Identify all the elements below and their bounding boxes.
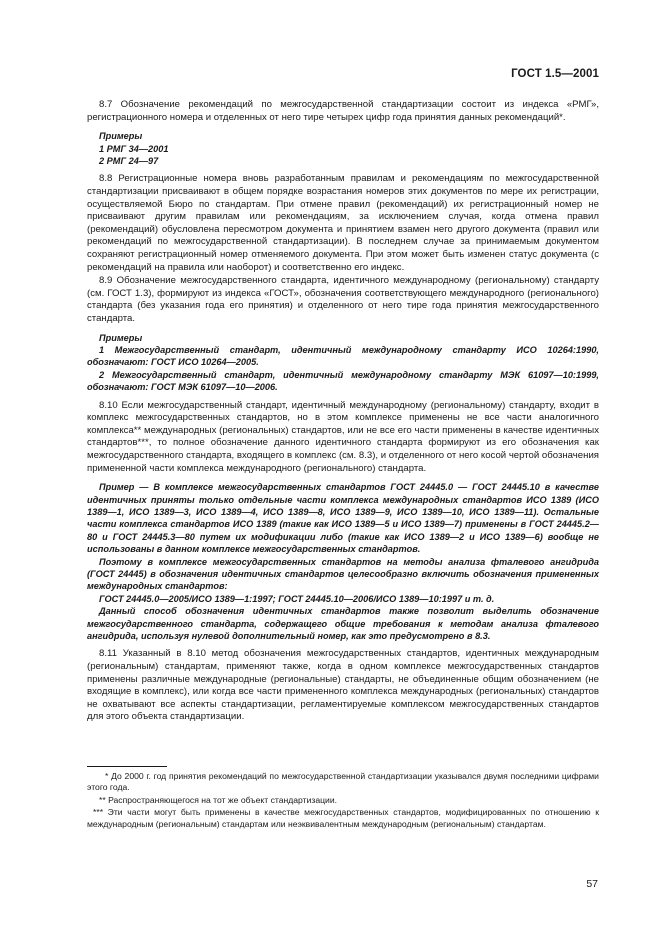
footnote-2: ** Распространяющегося на тот же объект стандартизации. xyxy=(99,794,338,805)
footnotes xyxy=(87,771,599,830)
example-gost-iec-61097: 2 Межгосударственный стандарт, идентичный международному стандарту МЭК 61097—10:1999, обозначают: ГОСТ МЭК 61097—10—2006. xyxy=(87,369,599,393)
footnote-3: *** Эти части могут быть применены в качестве межгосударственных стандартов, модифицированных по отношению к международным (региональным) стандартам или неэквивалентным международным (региональным) стандартам. xyxy=(87,807,599,829)
page-number: 57 xyxy=(586,878,598,890)
footnote-1: * До 2000 г. год принятия рекомендаций по межгосударственной стандартизации указывался двумя последними цифрами этого года. xyxy=(87,771,599,793)
clause-8-10: 8.10 Если межгосударственный стандарт, идентичный международному (региональному) стандарту, входит в комплекс межгосударственных стандартов, но в этом комплексе применены не все части аналогичного комплекса** международных (региональных) стандартов, или не все его части применены в качестве идентичных стандартов***, то полное обозначение данного идентичного стандарта формируют из его обозначения как межгосударственного стандарта, входящего в комплекс (см. 8.3), и отделенного от него косой чертой обозначения примененной части комплекса международного (регионального) стандарта. xyxy=(87,399,599,474)
examples-heading-2: Примеры xyxy=(99,332,143,343)
example-block-paragraph-4: Данный способ обозначения идентичных стандартов также позволит выделить обозначение межгосударственного стандарта, содержащего общие требования к методам анализа фталевого ангидрида, используя нулевой дополнительный номер, как это предусмотрено в 8.3. xyxy=(87,606,599,641)
document-header: ГОСТ 1.5—2001 xyxy=(511,68,599,80)
example-line-1: 1 РМГ 34—2001 xyxy=(99,143,169,154)
example-block-paragraph-3: ГОСТ 24445.0—2005/ИСО 1389—1:1997; ГОСТ 24445.10—2006/ИСО 1389—10:1997 и т. д. xyxy=(99,593,495,604)
footnote-separator xyxy=(87,766,167,767)
example-block-paragraph-1: Пример — В комплексе межгосударственных стандартов ГОСТ 24445.0 — ГОСТ 24445.10 в качестве идентичных приняты только отдельные части комплекса международных стандартов ИСО 1389 (ИСО 1389—1, ИСО 1389—3, ИСО 1389—4, ИСО 1389—8, ИСО 1389—9, ИСО 1389—10, ИСО 1389—11). Остальные части комплекса стандартов ИСО 1389 (такие как ИСО 1389—5 и ИСО 1389—7) применены в ГОСТ 24445.2—80 и ГОСТ 24445.3—80 путем их модификации либо (такие как ИСО 1389—2 и ИСО 1389—6) вообще не использованы в данном комплексе межгосударственных стандартов. xyxy=(87,482,599,555)
clause-8-9: 8.9 Обозначение межгосударственного стандарта, идентичного международному (региональному) стандарту (см. ГОСТ 1.3), формируют из индекса «ГОСТ», обозначения соответствующего международного (регионального) стандарта (без указания года его принятия) и отделенного от него тире года принятия межгосударственного стандарта. xyxy=(87,275,599,324)
clause-8-11: 8.11 Указанный в 8.10 метод обозначения межгосударственных стандартов, идентичных международным (региональным) стандартам, применяют также, когда в одном комплексе межгосударственных стандартов применены различные международные (региональные) стандарты, не объединенные общим обозначением (не входящие в комплекс), или когда все части примененного комплекса международных (региональных) стандартов не охватывают все аспекты стандартизации, регламентируемые комплексом межгосударственных стандартов для этого объекта стандартизации. xyxy=(87,648,599,723)
examples-heading-1: Примеры xyxy=(99,131,143,142)
clause-8-7: 8.7 Обозначение рекомендаций по межгосударственной стандартизации состоит из индекса «РМГ», регистрационного номера и отделенных от него тире четырех цифр года принятия данных рекомендаций*. xyxy=(87,99,599,123)
document-body xyxy=(87,99,599,724)
example-gost-iso-10264: 1 Межгосударственный стандарт, идентичный международному стандарту ИСО 10264:1990, обозначают: ГОСТ ИСО 10264—2005. xyxy=(87,344,599,368)
example-line-2: 2 РМГ 24—97 xyxy=(99,156,159,166)
example-block-paragraph-2: Поэтому в комплексе межгосударственных стандартов на методы анализа фталевого ангидрида (ГОСТ 24445) в обозначения идентичных стандартов целесообразно включить обозначения примененных международных стандартов: xyxy=(87,556,599,592)
clause-8-8: 8.8 Регистрационные номера вновь разработанным правилам и рекомендациям по межгосударственной стандартизации присваивают в общем порядке возрастания номеров этих документов по мере их регистрации, осуществляемой Бюро по стандартам. При отмене правил (рекомендаций) их регистрационный номер не присваивают другим правилам или рекомендациям, за исключением случая, когда отмена правил (рекомендаций) обусловлена пересмотром документа и принятием взамен него другого документа (правил или рекомендаций по межгосударственной стандартизации). В последнем случае за принимаемым документом сохраняют регистрационный номер отменяемого документа. При этом может быть изменен статус документа (с рекомендаций на правила или наоборот) и соответственно его индекс. xyxy=(87,173,599,273)
